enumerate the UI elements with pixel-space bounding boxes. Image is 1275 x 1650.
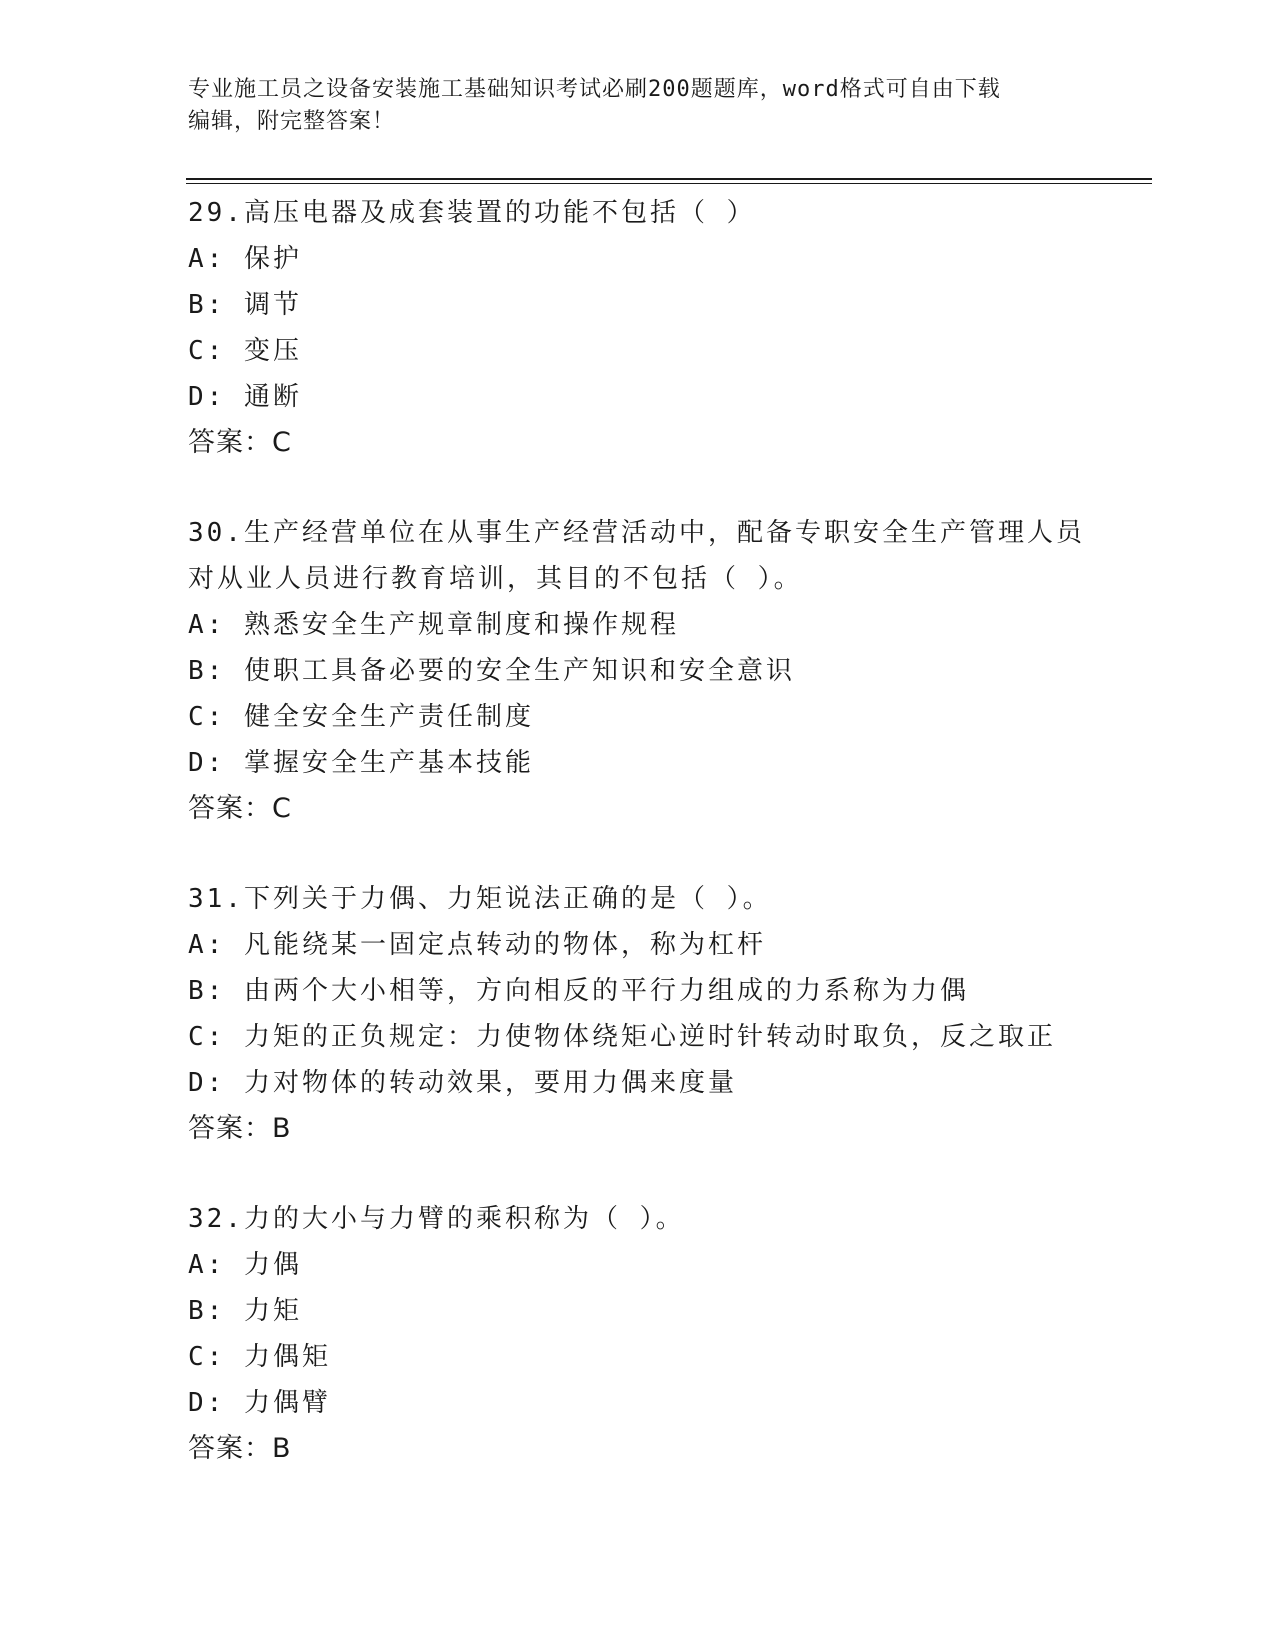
option-c: C: 力矩的正负规定：力使物体绕矩心逆时针转动时取负，反之取正 <box>188 1022 1056 1052</box>
answer-label: 答案：C <box>188 427 292 458</box>
document-header <box>188 74 1088 138</box>
option-b: B: 使职工具备必要的安全生产知识和安全意识 <box>188 656 795 686</box>
option-b: B: 力矩 <box>188 1296 302 1326</box>
option-d: D: 掌握安全生产基本技能 <box>188 748 534 778</box>
option-b: B: 由两个大小相等，方向相反的平行力组成的力系称为力偶 <box>188 976 969 1006</box>
option-d: D: 力偶臂 <box>188 1388 331 1418</box>
option-a: A: 保护 <box>188 244 302 274</box>
option-a: A: 凡能绕某一固定点转动的物体，称为杠杆 <box>188 930 766 960</box>
option-a: A: 熟悉安全生产规章制度和操作规程 <box>188 610 679 640</box>
answer-label: 答案：B <box>188 1113 292 1144</box>
option-d: D: 力对物体的转动效果，要用力偶来度量 <box>188 1068 737 1098</box>
header-divider-thick <box>186 178 1152 180</box>
question-32 <box>188 1196 1148 1472</box>
option-c: C: 健全安全生产责任制度 <box>188 702 534 732</box>
option-b: B: 调节 <box>188 290 302 320</box>
question-stem-continued: 对从业人员进行教育培训，其目的不包括（ ）。 <box>188 564 803 594</box>
spacer <box>188 832 1148 876</box>
question-stem: 30.生产经营单位在从事生产经营活动中，配备专职安全生产管理人员 <box>188 518 1085 548</box>
spacer <box>188 1152 1148 1196</box>
option-c: C: 力偶矩 <box>188 1342 331 1372</box>
spacer <box>188 466 1148 510</box>
option-d: D: 通断 <box>188 382 302 412</box>
header-title-line-1: 专业施工员之设备安装施工基础知识考试必刷200题题库，word格式可自由下载 <box>188 77 1001 102</box>
question-30 <box>188 510 1148 832</box>
header-divider-thin <box>186 183 1152 184</box>
answer-label: 答案：C <box>188 793 292 824</box>
question-stem: 29.高压电器及成套装置的功能不包括（ ） <box>188 198 756 228</box>
question-stem: 32.力的大小与力臂的乘积称为（ ）。 <box>188 1204 685 1234</box>
header-title-line-2: 编辑，附完整答案！ <box>188 109 396 134</box>
question-stem: 31.下列关于力偶、力矩说法正确的是（ ）。 <box>188 884 772 914</box>
question-31 <box>188 876 1148 1152</box>
question-29 <box>188 190 1148 466</box>
answer-label: 答案：B <box>188 1433 292 1464</box>
option-a: A: 力偶 <box>188 1250 302 1280</box>
question-list <box>188 190 1148 1472</box>
option-c: C: 变压 <box>188 336 302 366</box>
